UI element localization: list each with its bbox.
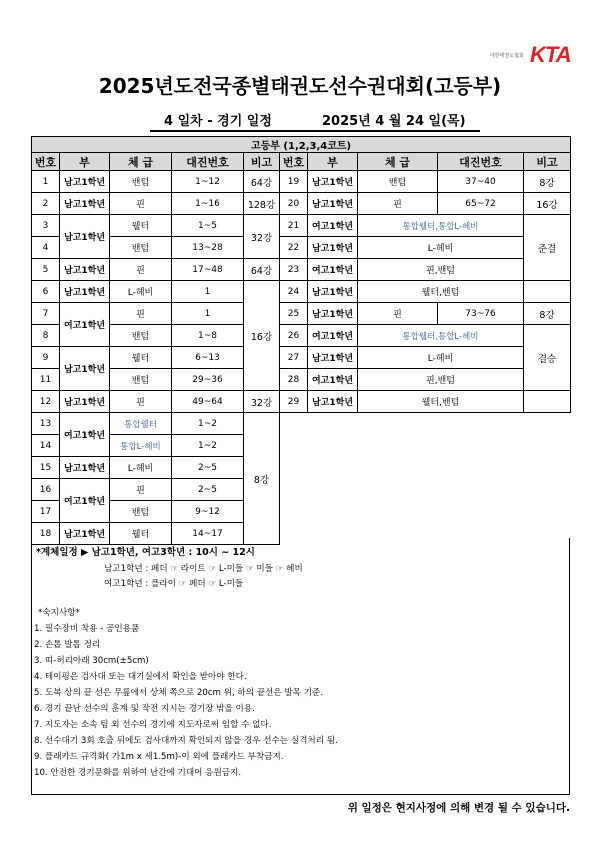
- header-cell: 체 급: [358, 153, 438, 171]
- logo-org-name: 대한태권도협회: [490, 53, 524, 59]
- bracket: 1~2: [172, 435, 244, 457]
- header-cell: 체 급: [110, 153, 172, 171]
- header-cell: 번호: [280, 153, 308, 171]
- weight-class: 밴텀: [358, 171, 438, 193]
- weight-class: 밴텀: [110, 237, 172, 259]
- bracket: 1~2: [172, 413, 244, 435]
- note: 준결: [524, 215, 571, 281]
- division: 남고1학년: [308, 237, 358, 259]
- bracket: 14~17: [172, 523, 244, 545]
- division: 남고1학년: [60, 391, 110, 413]
- header-cell: 비고: [244, 153, 280, 171]
- table-row: [32, 325, 571, 347]
- division: 남고1학년: [308, 391, 358, 413]
- note: [524, 281, 571, 303]
- notice-item: 4. 테이핑은 검사대 또는 대기실에서 확인을 받아야 한다.: [34, 672, 247, 682]
- weight-class: 웰터: [110, 347, 172, 369]
- table-banner: 고등부 (1,2,3,4코트): [32, 137, 571, 153]
- notice-item: 5. 도복 상의 끝 선은 무릎에서 상체 쪽으로 20cm 위, 하의 끝선은 발목 기준.: [34, 688, 324, 698]
- notice-item: 7. 지도자는 소속 팀 외 선수의 경기에 지도자로써 임할 수 없다.: [34, 720, 272, 730]
- schedule-table: [31, 136, 571, 545]
- table-row: [32, 413, 571, 435]
- match-no: 9: [32, 347, 60, 369]
- division: 여고1학년: [308, 259, 358, 281]
- weight-class: 통합웰터: [110, 413, 172, 435]
- match-no: 7: [32, 303, 60, 325]
- match-no: 23: [280, 259, 308, 281]
- header-row: [32, 153, 571, 171]
- table-row: [32, 303, 571, 325]
- match-no: 12: [32, 391, 60, 413]
- weight-class: L-헤비: [358, 347, 524, 369]
- notice-title: *숙지사항*: [38, 608, 80, 618]
- weight-class: L-헤비: [358, 237, 524, 259]
- notice-item: 1. 필수장비 착용 - 공인용품: [34, 624, 140, 634]
- footer-note: 위 일정은 현지사정에 의해 변경 될 수 있습니다.: [347, 802, 570, 814]
- weight-class: 핀: [358, 193, 438, 215]
- match-no: 25: [280, 303, 308, 325]
- weight-class: 핀: [110, 259, 172, 281]
- division: 남고1학년: [308, 303, 358, 325]
- match-no: 2: [32, 193, 60, 215]
- bracket: 1: [172, 303, 244, 325]
- match-no: 16: [32, 479, 60, 501]
- division: 남고1학년: [60, 347, 110, 391]
- weight-class: 밴텀: [110, 369, 172, 391]
- weight-class: 핀: [358, 303, 438, 325]
- weight-class: L-헤비: [110, 281, 172, 303]
- match-no: 14: [32, 435, 60, 457]
- bracket: 1~12: [172, 171, 244, 193]
- weight-class: 통합L-헤비: [110, 435, 172, 457]
- match-no: 4: [32, 237, 60, 259]
- match-no: 20: [280, 193, 308, 215]
- division: 남고1학년: [60, 171, 110, 193]
- bracket: 1~8: [172, 325, 244, 347]
- division: 남고1학년: [60, 457, 110, 479]
- bracket: 13~28: [172, 237, 244, 259]
- kta-logo: [490, 42, 570, 72]
- empty-area: [280, 413, 571, 545]
- weight-class: L-헤비: [110, 457, 172, 479]
- division: 남고1학년: [308, 347, 358, 369]
- bracket: 6~13: [172, 347, 244, 369]
- weight-class: 통합웰터,통합L-헤비: [358, 325, 524, 347]
- weight-class: 핀,밴텀: [358, 369, 524, 391]
- division: 여고1학년: [308, 215, 358, 237]
- note: 8강: [524, 303, 571, 325]
- weight-class: 밴텀: [110, 501, 172, 523]
- weight-class: 핀: [110, 391, 172, 413]
- division: 여고1학년: [60, 413, 110, 457]
- match-no: 1: [32, 171, 60, 193]
- division: 남고1학년: [308, 171, 358, 193]
- weigh-in-title: *계체일정 ▶ 남고1학년, 여고3학년 : 10시 ~ 12시: [36, 547, 255, 558]
- note: 16강: [244, 281, 280, 391]
- division: 여고1학년: [308, 369, 358, 391]
- weight-class: 핀: [110, 193, 172, 215]
- weight-class: 핀: [110, 303, 172, 325]
- day-label: 4 일차 - 경기 일정: [164, 114, 272, 129]
- note: 8강: [244, 413, 280, 545]
- notice-item: 2. 손톱 발톱 정리: [34, 640, 101, 650]
- match-no: 8: [32, 325, 60, 347]
- header-cell: 대진번호: [172, 153, 244, 171]
- header-cell: 대진번호: [438, 153, 524, 171]
- weigh-in-line-female: 여고1학년 : 플라이 ☞ 페더 ☞ L-미들: [104, 579, 244, 589]
- note: 16강: [524, 193, 571, 215]
- bracket: 73~76: [438, 303, 524, 325]
- weight-class: 웰터,밴텀: [358, 391, 524, 413]
- match-no: 24: [280, 281, 308, 303]
- match-no: 18: [32, 523, 60, 545]
- note: 128강: [244, 193, 280, 215]
- weight-class: 웰터,밴텀: [358, 281, 524, 303]
- table-row: [32, 215, 571, 237]
- bracket: 65~72: [438, 193, 524, 215]
- table-row: [32, 259, 571, 281]
- note: 결승: [524, 325, 571, 391]
- note: 32강: [244, 215, 280, 259]
- bracket: 2~5: [172, 479, 244, 501]
- bracket: 17~48: [172, 259, 244, 281]
- page-title: 2025년도전국종별태권도선수권대회(고등부): [98, 74, 502, 98]
- match-no: 28: [280, 369, 308, 391]
- match-no: 17: [32, 501, 60, 523]
- notice-item: 6. 경기 끝난 선수의 훈계 및 작전 지시는 경기장 밖을 이용.: [34, 704, 255, 714]
- table-row: [32, 369, 571, 391]
- notice-item: 10. 안전한 경기문화를 위하여 난간에 기대어 응원금지.: [34, 768, 242, 778]
- weight-class: 통합웰터,통합L-헤비: [358, 215, 524, 237]
- match-no: 15: [32, 457, 60, 479]
- bracket: 9~12: [172, 501, 244, 523]
- match-no: 29: [280, 391, 308, 413]
- notice-item: 9. 플래카드 규격화( 가1m x 세1.5m)-이 외에 플래카드 부착금지.: [34, 752, 284, 762]
- weight-class: 밴텀: [110, 325, 172, 347]
- division: 남고1학년: [60, 281, 110, 303]
- division: 여고1학년: [60, 479, 110, 523]
- match-no: 27: [280, 347, 308, 369]
- table-row: [32, 347, 571, 369]
- table-row: [32, 281, 571, 303]
- weight-class: 웰터: [110, 215, 172, 237]
- weight-class: 밴텀: [110, 171, 172, 193]
- subtitle: [150, 108, 480, 132]
- division: 남고1학년: [308, 193, 358, 215]
- table-row: [32, 193, 571, 215]
- division: 여고1학년: [60, 303, 110, 347]
- match-no: 5: [32, 259, 60, 281]
- table-row: [32, 391, 571, 413]
- header-cell: 부: [308, 153, 358, 171]
- notice-item: 3. 띠-허리아래 30cm(±5cm): [34, 656, 149, 666]
- note: 64강: [244, 259, 280, 281]
- bracket: 1: [172, 281, 244, 303]
- date-label: 2025년 4 월 24 일(목): [322, 114, 466, 129]
- division: 남고1학년: [60, 193, 110, 215]
- header-cell: 번호: [32, 153, 60, 171]
- table-row: [32, 171, 571, 193]
- match-no: 11: [32, 369, 60, 391]
- match-no: 19: [280, 171, 308, 193]
- note: [524, 391, 571, 413]
- match-no: 3: [32, 215, 60, 237]
- header-cell: 비고: [524, 153, 571, 171]
- notice-item: 8. 선수대기 3회 호출 뒤에도 검사대까지 확인되지 않을 경우 선수는 실격처리 됨.: [34, 736, 338, 746]
- bracket: 2~5: [172, 457, 244, 479]
- header-cell: 부: [60, 153, 110, 171]
- bracket: 37~40: [438, 171, 524, 193]
- table-row: [32, 237, 571, 259]
- note: 32강: [244, 391, 280, 413]
- note: 8강: [524, 171, 571, 193]
- division: 남고1학년: [60, 259, 110, 281]
- match-no: 22: [280, 237, 308, 259]
- division: 여고1학년: [308, 325, 358, 347]
- weight-class: 핀: [110, 479, 172, 501]
- logo-mark: KTA: [530, 42, 571, 67]
- bracket: 1~16: [172, 193, 244, 215]
- match-no: 13: [32, 413, 60, 435]
- weigh-in-line-male: 남고1학년 : 페더 ☞ 라이트 ☞ L-미들 ☞ 미들 ☞ 헤비: [104, 564, 303, 574]
- match-no: 26: [280, 325, 308, 347]
- division: 남고1학년: [308, 281, 358, 303]
- note: 64강: [244, 171, 280, 193]
- division: 남고1학년: [60, 523, 110, 545]
- match-no: 21: [280, 215, 308, 237]
- notes-section: [31, 538, 570, 795]
- bracket: 29~36: [172, 369, 244, 391]
- bracket: 1~5: [172, 215, 244, 237]
- division: 남고1학년: [60, 215, 110, 259]
- match-no: 6: [32, 281, 60, 303]
- weight-class: 핀,밴텀: [358, 259, 524, 281]
- weight-class: 웰터: [110, 523, 172, 545]
- bracket: 49~64: [172, 391, 244, 413]
